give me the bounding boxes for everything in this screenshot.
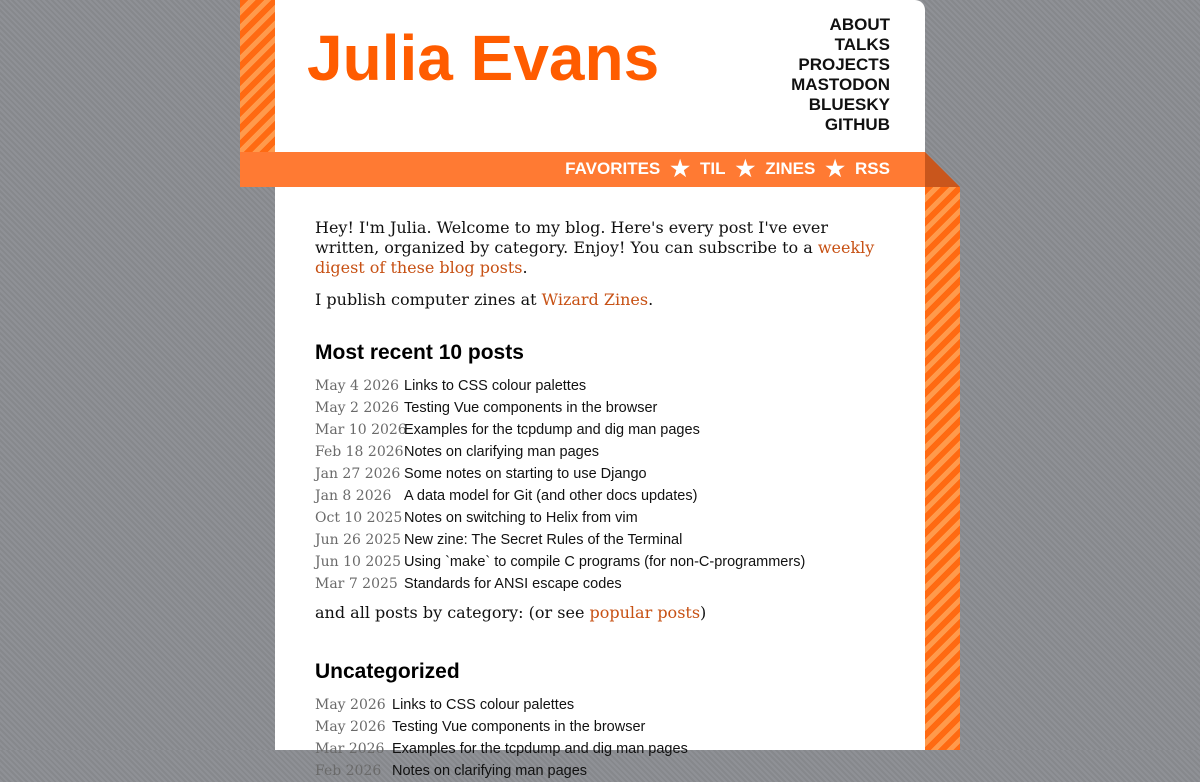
post-list-item xyxy=(315,484,885,506)
post-list-item xyxy=(315,396,885,418)
star-separator-icon: ★ xyxy=(825,156,846,181)
popular-posts-link[interactable]: popular posts xyxy=(589,603,701,622)
post-list-item xyxy=(315,462,885,484)
left-decorative-stripe xyxy=(240,0,275,152)
post-list-item xyxy=(315,759,885,781)
nav-projects-link[interactable]: PROJECTS xyxy=(798,55,890,74)
nav-talks-link[interactable]: TALKS xyxy=(834,35,890,54)
site-header xyxy=(275,0,925,152)
post-title-link[interactable]: Links to CSS colour palettes xyxy=(404,378,587,394)
post-date: Mar 7 2025 xyxy=(315,576,398,592)
right-ribbon-fold xyxy=(925,152,960,187)
nav-github-link[interactable]: GITHUB xyxy=(824,115,890,134)
category-close-paren: ) xyxy=(700,603,707,622)
post-list-item xyxy=(315,374,885,396)
ribbon-zines-link[interactable]: ZINES xyxy=(765,159,816,178)
post-list-item xyxy=(315,528,885,550)
post-title-link[interactable]: Standards for ANSI escape codes xyxy=(404,576,622,592)
post-list-item xyxy=(315,506,885,528)
post-date: Mar 2026 xyxy=(315,741,385,757)
nav-mastodon-link[interactable]: MASTODON xyxy=(791,75,890,94)
post-title-link[interactable]: Testing Vue components in the browser xyxy=(404,400,658,416)
post-date: Feb 2026 xyxy=(315,763,382,779)
ribbon-til-link[interactable]: TIL xyxy=(700,159,726,178)
post-date: May 2026 xyxy=(315,719,386,735)
ribbon-rss-link[interactable]: RSS xyxy=(855,159,890,178)
post-list-item xyxy=(315,550,885,572)
ribbon-favorites-link[interactable]: FAVORITES xyxy=(565,159,661,178)
category-paragraph xyxy=(315,603,885,623)
post-title-link[interactable]: Examples for the tcpdump and dig man pages xyxy=(404,422,700,438)
post-title-link[interactable]: Some notes on starting to use Django xyxy=(404,466,647,482)
post-date: Oct 10 2025 xyxy=(315,510,403,526)
star-separator-icon: ★ xyxy=(735,156,756,181)
zines-text: I publish computer zines at xyxy=(315,290,542,309)
post-title-link[interactable]: Notes on clarifying man pages xyxy=(392,763,588,779)
top-nav xyxy=(791,15,890,135)
post-list-item xyxy=(315,693,885,715)
nav-about-link[interactable]: ABOUT xyxy=(829,15,890,34)
intro-period: . xyxy=(522,258,528,277)
zines-paragraph xyxy=(315,290,885,310)
post-date: Jan 27 2026 xyxy=(315,466,401,482)
post-list-item xyxy=(315,715,885,737)
post-list-item xyxy=(315,572,885,594)
star-separator-icon: ★ xyxy=(670,156,690,181)
category-text: and all posts by category: (or see xyxy=(315,603,590,622)
intro-text: Hey! I'm Julia. Welcome to my blog. Here's every post I've ever written, organized by category. Enjoy! You can subscribe to a xyxy=(315,218,829,257)
post-title-link[interactable]: Testing Vue components in the browser xyxy=(392,719,646,735)
intro-paragraph xyxy=(315,218,885,278)
post-title-link[interactable]: Using `make` to compile C programs (for non-C-programmers) xyxy=(404,554,806,570)
post-title-link[interactable]: Notes on switching to Helix from vim xyxy=(404,510,638,526)
post-date: Feb 18 2026 xyxy=(315,444,404,460)
recent-posts-list xyxy=(315,374,885,594)
post-date: May 4 2026 xyxy=(315,378,400,394)
post-date: Jun 26 2025 xyxy=(315,532,401,548)
weekly-digest-link[interactable]: weekly digest of these blog posts xyxy=(315,238,875,277)
site-title[interactable]: Julia Evans xyxy=(307,22,660,94)
uncategorized-posts-list xyxy=(315,693,885,781)
right-decorative-stripe xyxy=(925,187,960,750)
recent-posts-heading: Most recent 10 posts xyxy=(315,341,524,364)
wizard-zines-link[interactable]: Wizard Zines xyxy=(541,290,649,309)
post-title-link[interactable]: Notes on clarifying man pages xyxy=(404,444,600,460)
ribbon-bar xyxy=(240,152,925,187)
post-date: May 2 2026 xyxy=(315,400,400,416)
post-date: May 2026 xyxy=(315,697,386,713)
ribbon-nav xyxy=(565,152,890,187)
post-title-link[interactable]: Examples for the tcpdump and dig man pages xyxy=(392,741,688,757)
uncategorized-heading: Uncategorized xyxy=(315,660,460,683)
post-list-item xyxy=(315,737,885,759)
nav-bluesky-link[interactable]: BLUESKY xyxy=(808,95,890,114)
post-title-link[interactable]: A data model for Git (and other docs updates) xyxy=(404,488,698,504)
post-title-link[interactable]: Links to CSS colour palettes xyxy=(392,697,575,713)
post-date: Jun 10 2025 xyxy=(315,554,401,570)
post-list-item xyxy=(315,440,885,462)
zines-period: . xyxy=(648,290,654,309)
post-list-item xyxy=(315,418,885,440)
post-date: Jan 8 2026 xyxy=(315,488,392,504)
post-date: Mar 10 2026 xyxy=(315,422,407,438)
post-title-link[interactable]: New zine: The Secret Rules of the Terminal xyxy=(404,532,683,548)
main-content xyxy=(275,187,925,779)
